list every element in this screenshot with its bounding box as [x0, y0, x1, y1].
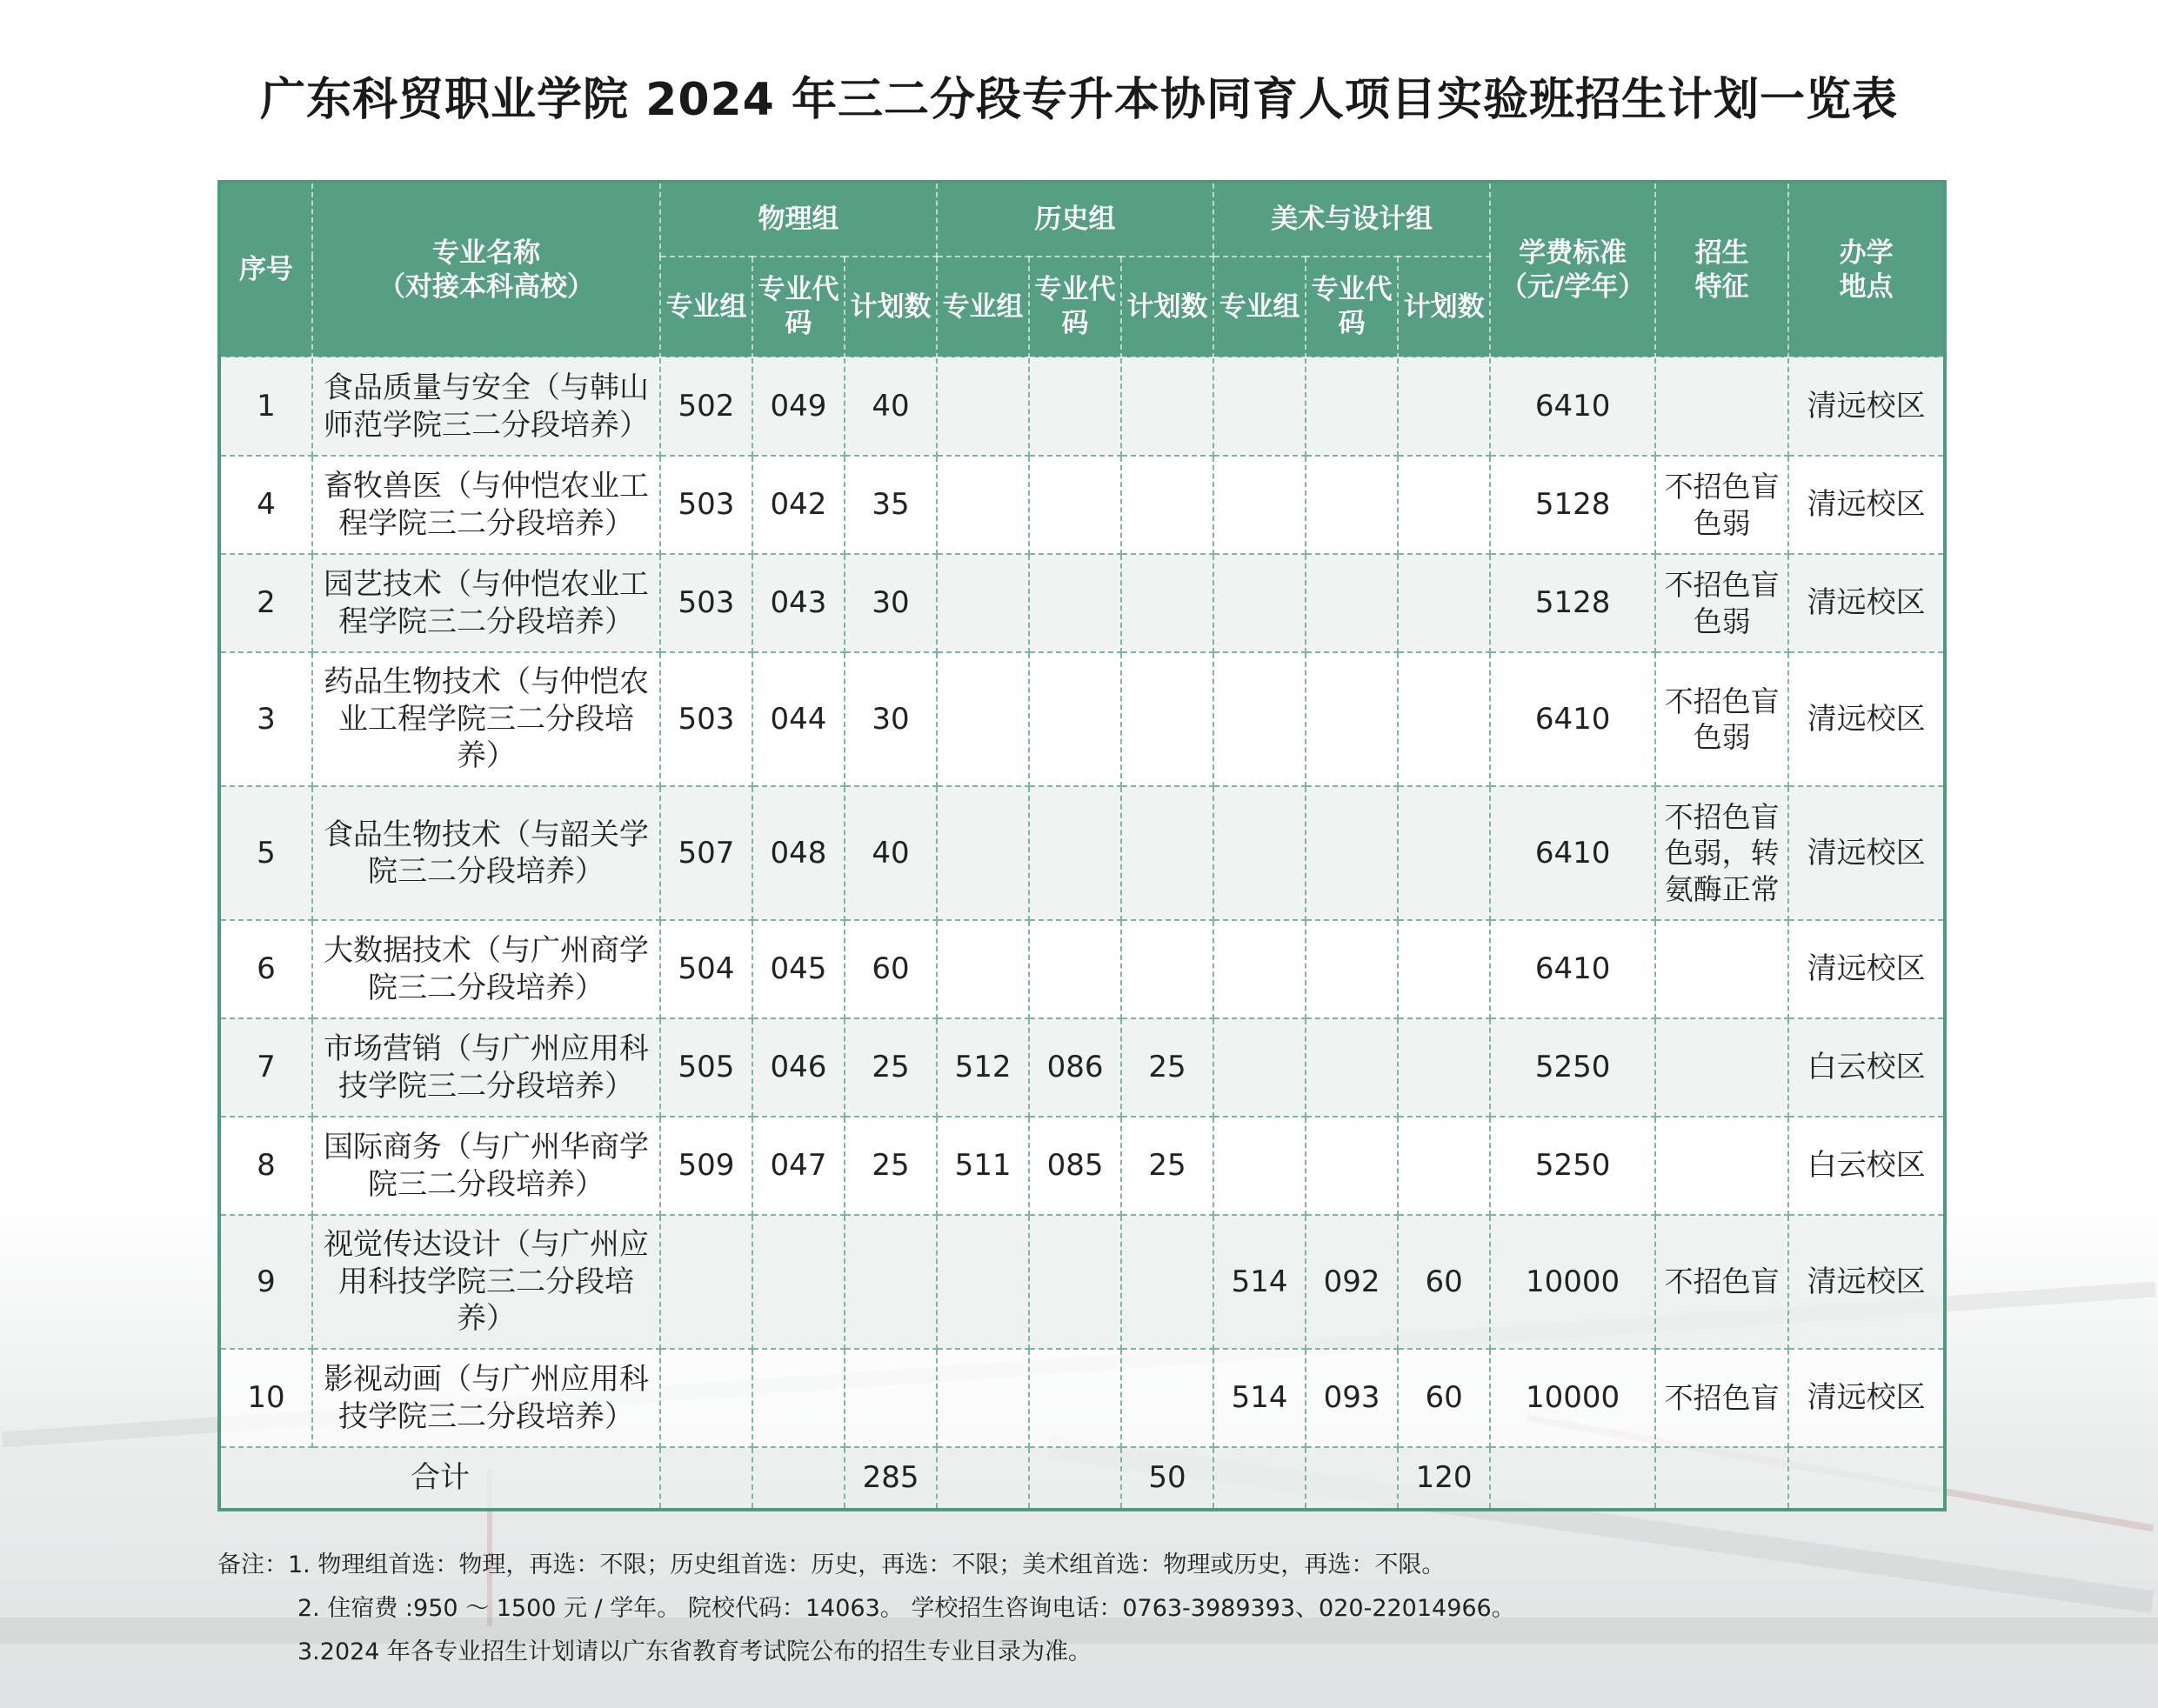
cell-physics-code: 044 [752, 652, 845, 786]
header-history-group: 历史组 [937, 182, 1213, 257]
cell-history-code: 086 [1029, 1018, 1121, 1117]
cell-art-code [1306, 357, 1398, 456]
note-line-1 [217, 1544, 1515, 1587]
cell-physics-group: 507 [660, 786, 752, 920]
cell-empty [1655, 1447, 1788, 1510]
cell-major-name: 园艺技术（与仲恺农业工程学院三二分段培养） [312, 554, 660, 652]
cell-physics-plan: 40 [845, 786, 937, 920]
note-line-3: 3.2024 年各专业招生计划请以广东省教育考试院公布的招生专业目录为准。 [297, 1638, 1092, 1665]
table-row [219, 920, 1945, 1018]
cell-physics-plan: 30 [845, 652, 937, 786]
notes [217, 1544, 1515, 1674]
cell-history-plan: 25 [1121, 1018, 1213, 1117]
cell-history-code [1029, 357, 1121, 456]
cell-physics-group: 509 [660, 1117, 752, 1215]
cell-art-code: 092 [1306, 1215, 1398, 1349]
cell-physics-group: 502 [660, 357, 752, 456]
cell-location: 白云校区 [1788, 1117, 1945, 1215]
cell-seq: 8 [219, 1117, 312, 1215]
cell-total-physics: 285 [845, 1447, 937, 1510]
cell-location: 清远校区 [1788, 554, 1945, 652]
cell-feature [1655, 920, 1788, 1018]
table-row [219, 1349, 1945, 1447]
cell-history-code [1029, 554, 1121, 652]
cell-feature: 不招色盲色弱 [1655, 456, 1788, 554]
cell-physics-plan: 25 [845, 1117, 937, 1215]
cell-physics-plan: 60 [845, 920, 937, 1018]
cell-history-group [937, 357, 1029, 456]
cell-physics-code [752, 1349, 845, 1447]
cell-location: 清远校区 [1788, 652, 1945, 786]
header-physics-major-group: 专业组 [660, 257, 752, 357]
note-line-2: 2. 住宿费 :950 ～ 1500 元 / 学年。 院校代码：14063。 学校招生咨询电话：0763-3989393、020-22014966。 [297, 1595, 1515, 1622]
cell-feature: 不招色盲 [1655, 1215, 1788, 1349]
cell-physics-code: 042 [752, 456, 845, 554]
cell-physics-plan: 40 [845, 357, 937, 456]
note-text-1: 1. 物理组首选：物理，再选：不限；历史组首选：历史，再选：不限；美术组首选：物理或历史，再选：不限。 [288, 1551, 1446, 1578]
cell-history-group [937, 1215, 1029, 1349]
cell-physics-plan [845, 1215, 937, 1349]
header-art-plan: 计划数 [1398, 257, 1490, 357]
cell-physics-group: 503 [660, 554, 752, 652]
cell-seq: 9 [219, 1215, 312, 1349]
cell-physics-code: 043 [752, 554, 845, 652]
table-row [219, 652, 1945, 786]
cell-fee: 5128 [1490, 554, 1655, 652]
cell-fee: 5250 [1490, 1018, 1655, 1117]
cell-history-code: 085 [1029, 1117, 1121, 1215]
cell-total-history: 50 [1121, 1447, 1213, 1510]
cell-location: 清远校区 [1788, 786, 1945, 920]
cell-art-plan [1398, 456, 1490, 554]
header-major-line1: 专业名称 [432, 237, 540, 269]
cell-physics-group: 503 [660, 652, 752, 786]
page-title: 广东科贸职业学院 2024 年三二分段专升本协同育人项目实验班招生计划一览表 [260, 74, 1898, 126]
cell-total-label: 合计 [219, 1447, 660, 1510]
cell-seq: 3 [219, 652, 312, 786]
cell-art-code [1306, 456, 1398, 554]
enrollment-plan-table [217, 180, 1947, 1511]
cell-empty [937, 1447, 1029, 1510]
cell-physics-code: 047 [752, 1117, 845, 1215]
cell-art-code [1306, 1018, 1398, 1117]
cell-history-group [937, 456, 1029, 554]
cell-physics-group: 504 [660, 920, 752, 1018]
cell-art-group [1213, 1117, 1306, 1215]
cell-major-name: 畜牧兽医（与仲恺农业工程学院三二分段培养） [312, 456, 660, 554]
cell-fee: 5128 [1490, 456, 1655, 554]
cell-empty [1788, 1447, 1945, 1510]
header-fee [1490, 182, 1655, 357]
cell-history-group: 511 [937, 1117, 1029, 1215]
total-row [219, 1447, 1945, 1510]
cell-history-code [1029, 1215, 1121, 1349]
cell-art-plan [1398, 920, 1490, 1018]
cell-location: 清远校区 [1788, 357, 1945, 456]
cell-location: 清远校区 [1788, 1349, 1945, 1447]
cell-feature: 不招色盲色弱，转氨酶正常 [1655, 786, 1788, 920]
header-fee-line2: （元/学年） [1500, 270, 1646, 303]
cell-history-plan [1121, 554, 1213, 652]
header-seq: 序号 [219, 182, 312, 357]
cell-seq: 10 [219, 1349, 312, 1447]
cell-art-group [1213, 456, 1306, 554]
cell-history-plan [1121, 357, 1213, 456]
cell-history-plan [1121, 786, 1213, 920]
cell-history-code [1029, 652, 1121, 786]
cell-history-code [1029, 786, 1121, 920]
cell-major-name: 食品质量与安全（与韩山师范学院三二分段培养） [312, 357, 660, 456]
cell-physics-group: 503 [660, 456, 752, 554]
cell-history-plan [1121, 920, 1213, 1018]
header-art-group: 美术与设计组 [1213, 182, 1490, 257]
cell-history-group [937, 1349, 1029, 1447]
header-location [1788, 182, 1945, 357]
cell-empty [660, 1447, 752, 1510]
cell-art-group [1213, 786, 1306, 920]
header-history-major-group: 专业组 [937, 257, 1029, 357]
cell-major-name: 大数据技术（与广州商学院三二分段培养） [312, 920, 660, 1018]
cell-feature: 不招色盲 [1655, 1349, 1788, 1447]
cell-seq: 5 [219, 786, 312, 920]
cell-physics-code: 045 [752, 920, 845, 1018]
cell-location: 清远校区 [1788, 456, 1945, 554]
cell-art-plan: 60 [1398, 1349, 1490, 1447]
cell-total-art: 120 [1398, 1447, 1490, 1510]
cell-major-name: 药品生物技术（与仲恺农业工程学院三二分段培养） [312, 652, 660, 786]
cell-feature: 不招色盲色弱 [1655, 554, 1788, 652]
header-major-line2: （对接本科高校） [378, 270, 594, 303]
header-location-line1: 办学 [1839, 237, 1894, 269]
cell-physics-code: 046 [752, 1018, 845, 1117]
cell-empty [752, 1447, 845, 1510]
cell-art-code [1306, 786, 1398, 920]
header-physics-group: 物理组 [660, 182, 937, 257]
cell-history-plan [1121, 652, 1213, 786]
cell-art-code: 093 [1306, 1349, 1398, 1447]
cell-seq: 4 [219, 456, 312, 554]
cell-physics-group [660, 1215, 752, 1349]
cell-history-group [937, 652, 1029, 786]
cell-seq: 1 [219, 357, 312, 456]
header-fee-line1: 学费标准 [1519, 237, 1627, 269]
header-physics-plan: 计划数 [845, 257, 937, 357]
table-row [219, 554, 1945, 652]
cell-fee: 10000 [1490, 1349, 1655, 1447]
cell-fee: 5250 [1490, 1117, 1655, 1215]
cell-location: 白云校区 [1788, 1018, 1945, 1117]
cell-feature [1655, 357, 1788, 456]
table-row [219, 786, 1945, 920]
cell-physics-plan: 30 [845, 554, 937, 652]
note-prefix: 备注： [217, 1551, 288, 1578]
header-location-line2: 地点 [1839, 270, 1894, 303]
cell-major-name: 市场营销（与广州应用科技学院三二分段培养） [312, 1018, 660, 1117]
cell-physics-code [752, 1215, 845, 1349]
header-history-major-code: 专业代码 [1029, 257, 1121, 357]
cell-feature [1655, 1018, 1788, 1117]
cell-history-code [1029, 456, 1121, 554]
cell-history-code [1029, 1349, 1121, 1447]
cell-fee: 6410 [1490, 786, 1655, 920]
cell-art-plan [1398, 1117, 1490, 1215]
cell-seq: 7 [219, 1018, 312, 1117]
cell-physics-plan: 25 [845, 1018, 937, 1117]
cell-feature [1655, 1117, 1788, 1215]
cell-art-group [1213, 652, 1306, 786]
cell-physics-group [660, 1349, 752, 1447]
cell-empty [1029, 1447, 1121, 1510]
cell-art-plan [1398, 786, 1490, 920]
cell-history-plan [1121, 1349, 1213, 1447]
cell-fee: 6410 [1490, 357, 1655, 456]
table-row [219, 1215, 1945, 1349]
cell-empty [1306, 1447, 1398, 1510]
cell-location: 清远校区 [1788, 1215, 1945, 1349]
table-row [219, 456, 1945, 554]
header-physics-major-code: 专业代码 [752, 257, 845, 357]
cell-fee: 10000 [1490, 1215, 1655, 1349]
cell-physics-code: 048 [752, 786, 845, 920]
header-feature [1655, 182, 1788, 357]
cell-location: 清远校区 [1788, 920, 1945, 1018]
cell-history-plan [1121, 456, 1213, 554]
cell-art-code [1306, 920, 1398, 1018]
header-art-major-group: 专业组 [1213, 257, 1306, 357]
cell-physics-code: 049 [752, 357, 845, 456]
cell-seq: 2 [219, 554, 312, 652]
header-feature-line1: 招生 [1694, 237, 1749, 269]
cell-history-plan: 25 [1121, 1117, 1213, 1215]
table-row [219, 1117, 1945, 1215]
cell-history-group [937, 920, 1029, 1018]
cell-fee: 6410 [1490, 920, 1655, 1018]
cell-history-code [1029, 920, 1121, 1018]
cell-major-name: 影视动画（与广州应用科技学院三二分段培养） [312, 1349, 660, 1447]
table-row [219, 1018, 1945, 1117]
cell-art-group [1213, 357, 1306, 456]
cell-art-group: 514 [1213, 1215, 1306, 1349]
cell-history-plan [1121, 1215, 1213, 1349]
cell-physics-group: 505 [660, 1018, 752, 1117]
header-art-major-code: 专业代码 [1306, 257, 1398, 357]
cell-physics-plan: 35 [845, 456, 937, 554]
table-row [219, 357, 1945, 456]
cell-art-plan [1398, 357, 1490, 456]
cell-art-plan: 60 [1398, 1215, 1490, 1349]
header-history-plan: 计划数 [1121, 257, 1213, 357]
cell-major-name: 视觉传达设计（与广州应用科技学院三二分段培养） [312, 1215, 660, 1349]
cell-seq: 6 [219, 920, 312, 1018]
cell-fee: 6410 [1490, 652, 1655, 786]
cell-art-plan [1398, 652, 1490, 786]
cell-empty [1490, 1447, 1655, 1510]
cell-major-name: 国际商务（与广州华商学院三二分段培养） [312, 1117, 660, 1215]
cell-empty [1213, 1447, 1306, 1510]
cell-art-group: 514 [1213, 1349, 1306, 1447]
cell-art-group [1213, 920, 1306, 1018]
cell-history-group: 512 [937, 1018, 1029, 1117]
cell-art-group [1213, 1018, 1306, 1117]
cell-art-group [1213, 554, 1306, 652]
cell-history-group [937, 554, 1029, 652]
header-feature-line2: 特征 [1694, 270, 1749, 303]
cell-art-code [1306, 1117, 1398, 1215]
cell-feature: 不招色盲色弱 [1655, 652, 1788, 786]
cell-major-name: 食品生物技术（与韶关学院三二分段培养） [312, 786, 660, 920]
cell-art-code [1306, 554, 1398, 652]
cell-art-plan [1398, 554, 1490, 652]
cell-history-group [937, 786, 1029, 920]
cell-art-code [1306, 652, 1398, 786]
cell-physics-plan [845, 1349, 937, 1447]
header-major [312, 182, 660, 357]
cell-art-plan [1398, 1018, 1490, 1117]
